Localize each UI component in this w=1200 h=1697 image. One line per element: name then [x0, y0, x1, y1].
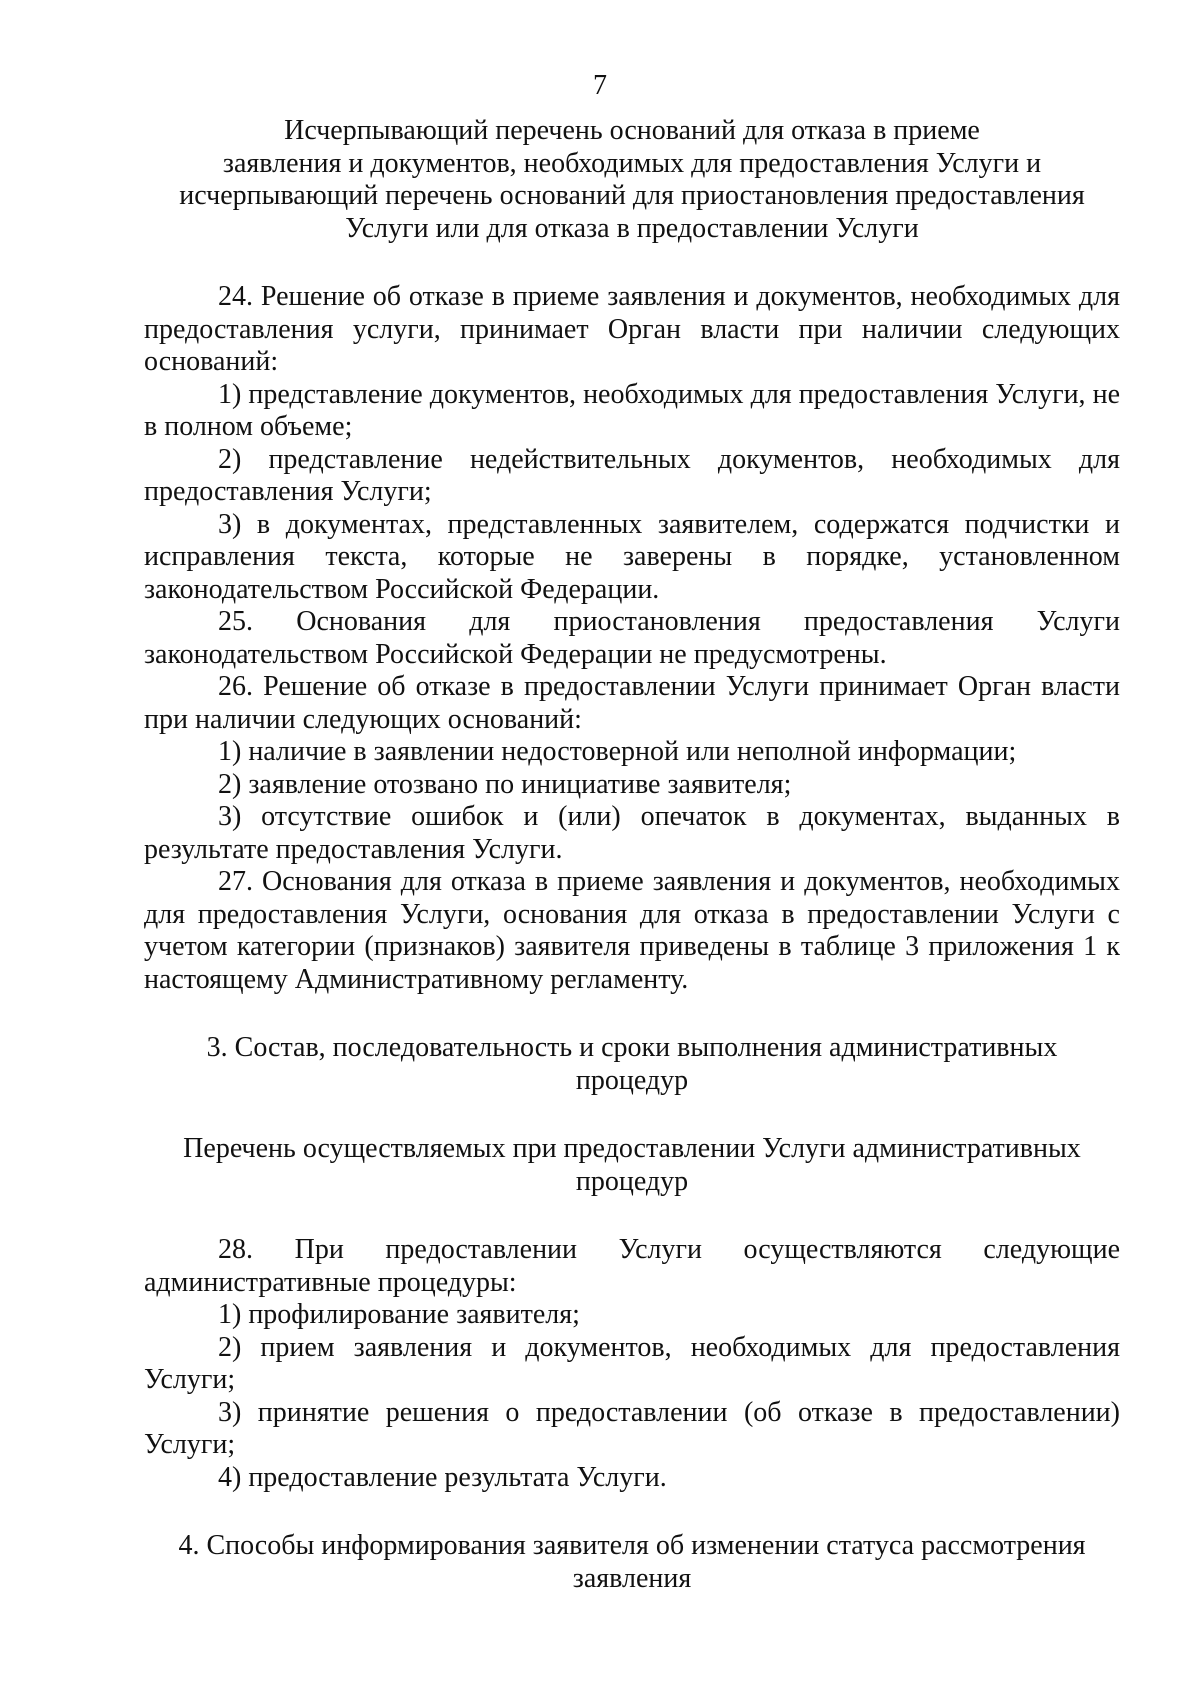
- paragraph-25: 25. Основания для приостановления предоставления Услуги законодательством Российской Федерации не предусмотрены.: [144, 606, 1120, 670]
- paragraph-28-item-3: 3) принятие решения о предоставлении (об отказе в предоставлении) Услуги;: [144, 1396, 1120, 1460]
- page-number: 7: [593, 70, 607, 101]
- paragraph-24-item-2: 2) представление недействительных документов, необходимых для предоставления Услуги;: [144, 443, 1120, 507]
- paragraph-26-item-3: 3) отсутствие ошибок и (или) опечаток в документах, выданных в результате предоставления Услуги.: [144, 801, 1120, 865]
- paragraph-24: 24. Решение об отказе в приеме заявления и документов, необходимых для предоставления услуги, принимает Орган власти при наличии следующих оснований:: [144, 281, 1120, 377]
- paragraph-24-item-3: 3) в документах, представленных заявителем, содержатся подчистки и исправления текста, которые не заверены в порядке, установленном законодательством Российской Федерации.: [144, 508, 1120, 605]
- paragraph-26-item-2: 2) заявление отозвано по инициативе заявителя;: [218, 768, 792, 800]
- heading-refusal-line-2: заявления и документов, необходимых для предоставления Услуги и: [222, 147, 1042, 179]
- spacer: [144, 1494, 1120, 1530]
- procedures-heading-line-2: процедур: [575, 1165, 689, 1197]
- paragraph-28-item-4: 4) предоставление результата Услуги.: [218, 1461, 667, 1493]
- section-3-heading-line-1: 3. Состав, последовательность и сроки выполнения административных: [206, 1032, 1058, 1063]
- paragraph-28-item-2: 2) прием заявления и документов, необходимых для предоставления Услуги;: [144, 1331, 1120, 1395]
- paragraph-26: 26. Решение об отказе в предоставлении Услуги принимает Орган власти при наличии следующих оснований:: [144, 671, 1120, 735]
- heading-refusal-line-4: Услуги или для отказа в предоставлении Услуги: [345, 212, 919, 244]
- document-body: [144, 115, 1120, 1595]
- paragraph-28-item-1: 1) профилирование заявителя;: [218, 1299, 580, 1330]
- procedures-heading-line-1: Перечень осуществляемых при предоставлении Услуги административных: [183, 1133, 1081, 1164]
- paragraph-24-item-1: 1) представление документов, необходимых для предоставления Услуги, не в полном объеме;: [144, 378, 1120, 442]
- paragraph-26-item-1: 1) наличие в заявлении недостоверной или неполной информации;: [218, 736, 1017, 767]
- heading-refusal-line-3: исчерпывающий перечень оснований для приостановления предоставления: [179, 180, 1085, 211]
- paragraph-27: 27. Основания для отказа в приеме заявления и документов, необходимых для предоставления Услуги, основания для отказа в предоставлении Услуги с учетом категории (признаков) заявителя приведены в таблице 3 приложения 1 к настоящему Административному регламенту.: [144, 866, 1120, 995]
- section-4-heading-line-2: заявления: [572, 1562, 692, 1594]
- spacer: [144, 996, 1120, 1032]
- section-3-heading-line-2: процедур: [575, 1064, 689, 1096]
- spacer: [144, 245, 1120, 281]
- paragraph-28: 28. При предоставлении Услуги осуществляются следующие административные процедуры:: [144, 1234, 1120, 1298]
- spacer: [144, 1097, 1120, 1133]
- section-4-heading-line-1: 4. Способы информирования заявителя об изменении статуса рассмотрения: [178, 1530, 1086, 1561]
- spacer: [144, 1198, 1120, 1234]
- heading-refusal-line-1: Исчерпывающий перечень оснований для отказа в приеме: [284, 115, 980, 146]
